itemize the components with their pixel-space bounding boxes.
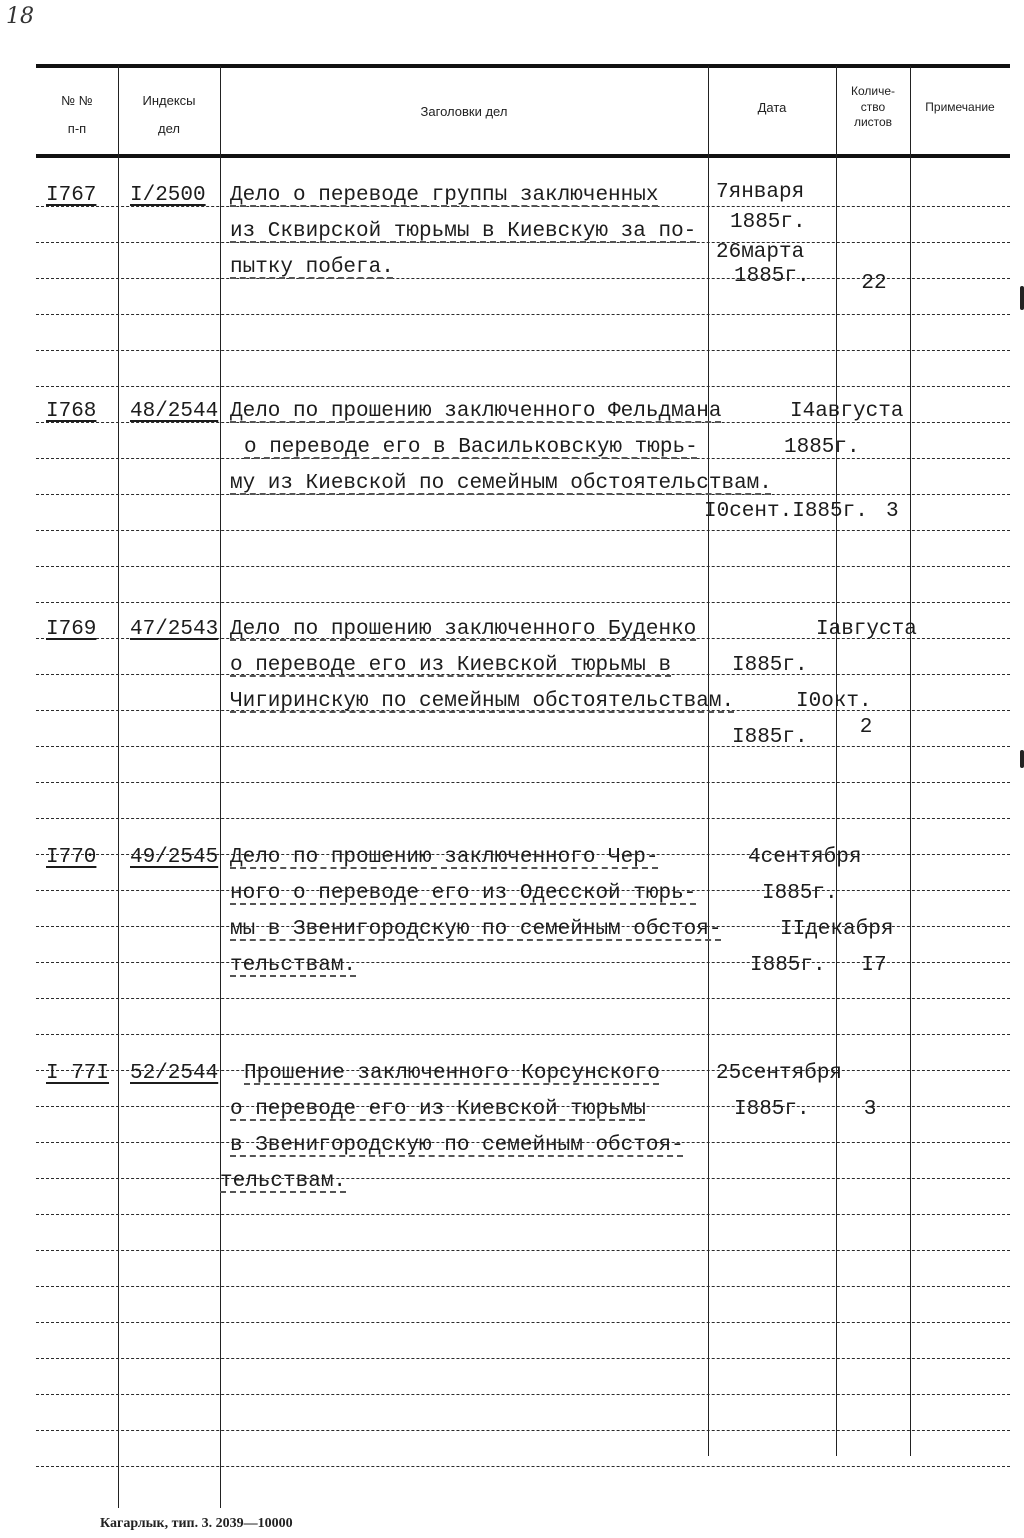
- ruled-line: [36, 1286, 1010, 1287]
- record-index: 52/2544: [130, 1062, 219, 1085]
- record-title-line: о переводе его из Киевской тюрьмы в: [230, 654, 672, 677]
- record-date-line: 1885г.: [734, 265, 810, 288]
- record-date-line: I885г.: [762, 882, 838, 905]
- record-title: [220, 1056, 684, 1200]
- ruled-line: [36, 530, 1010, 531]
- record-date-end: I0сент.I885г.: [704, 500, 868, 523]
- header-title: Заголовки дел: [420, 104, 508, 119]
- ruled-line: [36, 1394, 1010, 1395]
- record-sheets: I7: [861, 954, 887, 977]
- header-number-line2: п-п: [67, 120, 87, 136]
- record-number: I 77I: [46, 1062, 110, 1085]
- printer-imprint: Кагарлык, тип. 3. 2039—10000: [100, 1516, 293, 1531]
- record-sheets: 2: [859, 716, 873, 739]
- column-divider-title: [708, 66, 709, 1456]
- record-title-line: Прошение заключенного Корсунского: [244, 1062, 660, 1085]
- record-title-line: Дело по прошению заключенного Фельдмана: [230, 400, 722, 423]
- record-number: I770: [46, 846, 97, 869]
- header-index-line2: дел: [158, 120, 180, 136]
- page-corner-mark: 18: [6, 4, 34, 29]
- record-number: I769: [46, 618, 97, 641]
- record-date-line: I885г.: [734, 1098, 810, 1121]
- ruled-line: [36, 1322, 1010, 1323]
- ruled-line: [36, 1214, 1010, 1215]
- record-date: [716, 1056, 842, 1128]
- record-date-line: 1885г.: [784, 436, 860, 459]
- record-date: [784, 394, 904, 502]
- ruled-line: [36, 314, 1010, 315]
- record-title-line: му из Киевской по семейным обстоятельствам.: [230, 472, 772, 495]
- record-title-line: Дело по прошению заключенного Чер-: [230, 846, 659, 869]
- record-sheets: 3: [863, 1098, 877, 1121]
- record-title-line: тельствам.: [230, 954, 357, 977]
- record-title: [230, 394, 772, 502]
- record-date-line: I0окт.: [796, 690, 872, 713]
- column-divider-number: [118, 66, 119, 1508]
- record-date-line: 1885г.: [730, 211, 806, 234]
- record-title-line: из Сквирской тюрьмы в Киевскую за по-: [230, 220, 697, 243]
- ruled-line: [36, 782, 1010, 783]
- record-title: [230, 612, 734, 720]
- column-divider-sheets: [910, 66, 911, 1456]
- header-number: [36, 92, 118, 137]
- record-title: [230, 840, 721, 984]
- header-number-line1: № №: [61, 93, 93, 108]
- record-number: I767: [46, 184, 97, 207]
- scan-edge-mark: [1020, 286, 1024, 310]
- ruled-line: [36, 1250, 1010, 1251]
- record-date-line: 26марта: [716, 241, 805, 264]
- record-date-line: 25сентября: [716, 1062, 843, 1085]
- header-date: Дата: [757, 100, 787, 115]
- record-title-line: тельствам.: [220, 1170, 347, 1193]
- record-title-line: пытку побега.: [230, 256, 394, 279]
- table-top-border: [36, 64, 1010, 68]
- column-divider-date: [836, 66, 837, 1456]
- record-date-line: 4сентября: [748, 846, 862, 869]
- record-title-line: о переводе его из Киевской тюрьмы: [230, 1098, 646, 1121]
- ruled-line: [36, 386, 1010, 387]
- record-date-line: Iавгуста: [816, 618, 917, 641]
- record-date-line: I4августа: [790, 400, 904, 423]
- ruled-line: [36, 1358, 1010, 1359]
- header-bottom-border: [36, 154, 1010, 158]
- record-date-line: IIдекабря: [780, 918, 894, 941]
- record-index: 48/2544: [130, 400, 219, 423]
- record-index: I/2500: [130, 184, 206, 207]
- record-title: [230, 178, 696, 286]
- header-sheets-line3: листов: [853, 115, 893, 130]
- record-index: 47/2543: [130, 618, 219, 641]
- ruled-line: [36, 1034, 1010, 1035]
- ruled-line: [36, 602, 1010, 603]
- ruled-line: [36, 1466, 1010, 1467]
- record-index: 49/2545: [130, 846, 219, 869]
- record-date-line: I885г.: [732, 654, 808, 677]
- record-title-line: в Звенигородскую по семейным обстоя-: [230, 1134, 684, 1157]
- ruled-line: [36, 1430, 1010, 1431]
- record-date-line: I885г.: [750, 954, 826, 977]
- header-sheets-line1: Количе-: [850, 84, 896, 98]
- record-sheets: 3: [886, 500, 899, 523]
- record-title-line: Чигиринскую по семейным обстоятельствам.: [230, 690, 735, 713]
- scan-edge-mark: [1020, 750, 1024, 768]
- record-sheets: 22: [861, 272, 887, 295]
- record-date: [716, 178, 810, 292]
- record-number: I768: [46, 400, 97, 423]
- column-divider-index: [220, 66, 221, 1508]
- header-notes: Примечание: [925, 100, 995, 114]
- header-index-line1: Индексы: [142, 93, 196, 108]
- ruled-line: [36, 566, 1010, 567]
- record-title-line: мы в Звенигородскую по семейным обстоя-: [230, 918, 722, 941]
- header-sheets-line2: ство: [860, 99, 886, 114]
- header-index: [118, 92, 220, 137]
- record-title-line: о переводе его в Васильковскую тюрь-: [244, 436, 698, 459]
- record-title-line: Дело по прошению заключенного Буденко: [230, 618, 697, 641]
- ruled-line: [36, 818, 1010, 819]
- record-title-line: Дело о переводе группы заключенных: [230, 184, 659, 207]
- ruled-line: [36, 350, 1010, 351]
- record-date-line: I885г.: [732, 726, 808, 749]
- record-title-line: ного о переводе его из Одесской тюрь-: [230, 882, 697, 905]
- header-sheets: [836, 84, 910, 131]
- ruled-line: [36, 998, 1010, 999]
- record-date-line: 7января: [716, 181, 805, 204]
